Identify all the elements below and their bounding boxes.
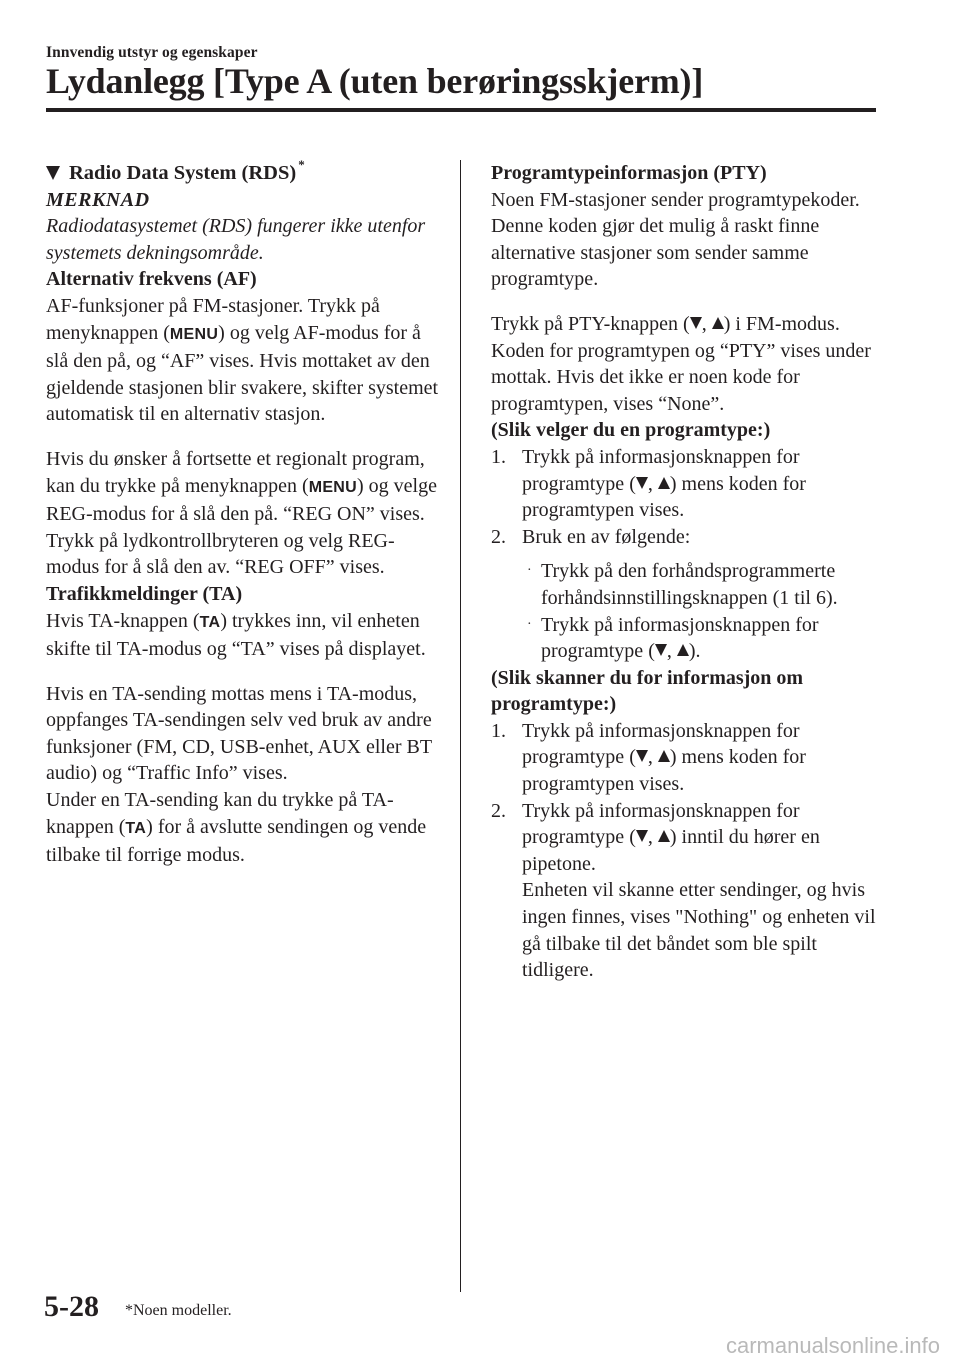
bullet-icon: ·	[527, 616, 532, 632]
triangle-down-icon	[46, 166, 60, 180]
af-paragraph-2: Hvis du ønsker å fortsette et regionalt program, kan du trykke på menyknappen (MENU) og velge REG-modus for å slå den på. “REG ON” vises. Trykk på lydkontrollbryteren og velg REG-modus for å slå den av. “REG OFF” vises.	[46, 447, 437, 579]
chapter-label: Innvendig utstyr og egenskaper	[46, 44, 258, 61]
bullet-item: · Trykk på den forhåndsprogrammerte forhåndsinnstillingsknappen (1 til 6).	[491, 558, 891, 611]
footnote-marker: *	[298, 157, 305, 172]
arrow-down-icon	[636, 477, 648, 489]
column-divider	[460, 160, 461, 1292]
arrow-up-icon	[658, 477, 670, 489]
arrow-down-icon	[636, 830, 648, 842]
ta-paragraph-1: Hvis TA-knappen (TA) trykkes inn, vil enheten skifte til TA-modus og “TA” vises på displayet.	[46, 609, 426, 661]
arrow-down-icon	[636, 750, 648, 762]
menu-button-label: MENU	[308, 478, 358, 496]
section-heading	[46, 157, 441, 187]
bullet-item: · Trykk på informasjonsknappen for programtype ( , ).	[491, 612, 891, 665]
arrow-down-icon	[655, 644, 667, 656]
list-item: 1. Trykk på informasjonsknappen for programtype ( , ) mens koden for programtypen vises.	[491, 719, 806, 796]
watermark: carmanualsonline.info	[725, 1333, 940, 1358]
page-number: 5-28	[44, 1290, 99, 1323]
section-title: Radio Data System (RDS)	[69, 162, 297, 184]
arrow-up-icon	[658, 750, 670, 762]
ta-heading: Trafikkmeldinger (TA)	[46, 582, 243, 605]
page-title: Lydanlegg [Type A (uten berøringsskjerm)]	[46, 61, 704, 101]
arrow-up-icon	[677, 644, 689, 656]
right-column	[491, 160, 891, 984]
note-label: MERKNAD	[46, 188, 150, 211]
ta-paragraph-3: Under en TA-sending kan du trykke på TA-knappen (TA) for å avslutte sendingen og vende tilbake til forrige modus.	[46, 789, 427, 867]
list-item: 2. Bruk en av følgende:	[491, 525, 691, 548]
ta-paragraph-2: Hvis en TA-sending mottas mens i TA-modus, oppfanges TA-sendingen selv ved bruk av andre funksjoner (FM, CD, USB-enhet, AUX eller BT audio) og “Traffic Info” vises.	[46, 682, 432, 785]
ta-button-label: TA	[125, 819, 147, 837]
header-divider	[46, 108, 876, 112]
arrow-up-icon	[658, 830, 670, 842]
scan-heading: (Slik skanner du for informasjon om programtype:)	[491, 666, 804, 716]
list-item: 2. Trykk på informasjonsknappen for programtype ( , ) inntil du hører en pipetone. Enheten vil skanne etter sendinger, og hvis ingen finnes, vises "Nothing" og enheten vil gå tilbake til det båndet som ble spilt tidligere.	[491, 799, 876, 982]
footnote: *Noen modeller.	[125, 1302, 232, 1319]
ta-button-label: TA	[199, 613, 221, 631]
af-paragraph-1: AF-funksjoner på FM-stasjoner. Trykk på menyknappen (MENU) og velg AF-modus for å slå den på, og “AF” vises. Hvis mottaket av den gjeldende stasjonen blir svakere, skifter systemet automatisk til en alternativ stasjon.	[46, 294, 439, 426]
list-item: 1. Trykk på informasjonsknappen for programtype ( , ) mens koden for programtypen vises.	[491, 445, 806, 522]
arrow-down-icon	[690, 317, 702, 329]
bullet-icon: ·	[527, 563, 532, 579]
pty-paragraph-2: Trykk på PTY-knappen ( , ) i FM-modus. Koden for programtypen og “PTY” vises under mottak. Hvis det ikke er noen kode for programtypen, vises “None”.	[491, 312, 871, 415]
note-text: Radiodatasystemet (RDS) fungerer ikke utenfor systemets dekningsområde.	[46, 215, 426, 264]
pty-paragraph-1: Noen FM-stasjoner sender programtypekoder. Denne koden gjør det mulig å raskt finne alternative stasjoner som sender samme programtype.	[491, 188, 860, 291]
arrow-up-icon	[712, 317, 724, 329]
af-heading: Alternativ frekvens (AF)	[46, 268, 257, 291]
select-heading: (Slik velger du en programtype:)	[491, 419, 771, 442]
menu-button-label: MENU	[169, 325, 219, 343]
pty-heading: Programtypeinformasjon (PTY)	[491, 162, 767, 184]
left-column	[46, 157, 441, 869]
